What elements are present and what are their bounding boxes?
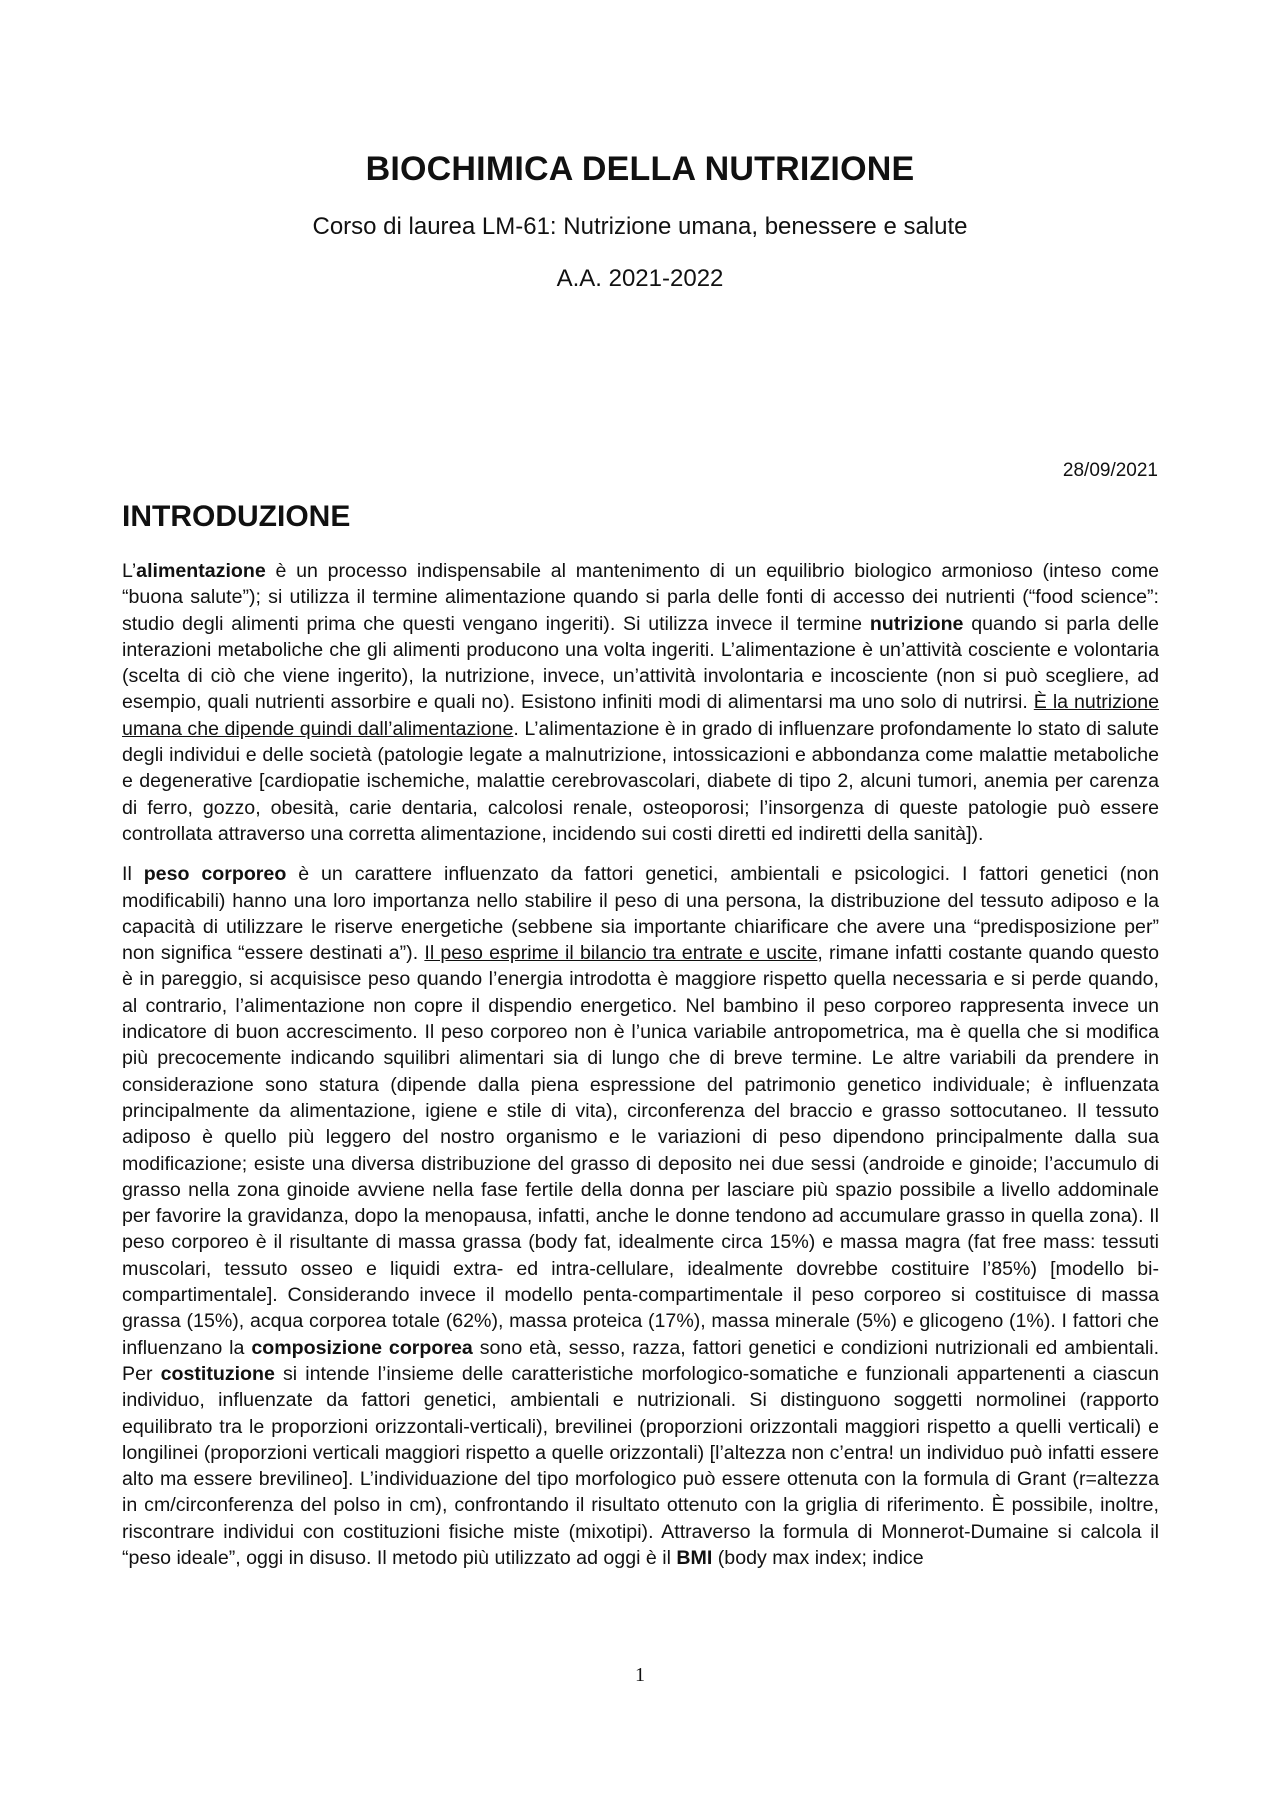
- text-run: sono età, sesso, razza, fattori genetici e condizioni nutrizionali ed ambientali. Per: [122, 1336, 1160, 1385]
- bold-term: nutrizione: [869, 612, 964, 635]
- text-run: Il: [122, 863, 144, 886]
- text-run: è un processo indispensabile al mantenimento di un equilibrio biologico armonioso (inteso come “buona salute”); si utilizza il termine alimentazione quando si parla delle fonti di accesso dei nutrienti (“food science”: studio degli alimenti prima che questi vengano ingeriti). Si utilizza invece il termine: [122, 560, 1159, 635]
- text-run: L’: [122, 560, 137, 582]
- lecture-date: 28/09/2021: [1062, 460, 1158, 481]
- underlined-text: Il peso esprime il bilancio tra entrate e uscite: [424, 942, 818, 965]
- text-run: si intende l’insieme delle caratteristiche morfologico-somatiche e funzionali appartenenti a ciascun individuo, influenzate da fattori genetici, ambientali e nutrizionali. Si distinguono soggetti normolinei (rapporto equilibrato tra le proporzioni orizzontali-verticali), brevilinei (proporzioni orizzontali maggiori rispetto a quelli verticali) e longilinei (proporzioni verticali maggiori rispetto a quelle orizzontali) [l’altezza non c’entra! un individuo può infatti essere alto ma essere brevilineo]. L’individuazione del tipo morfologico può essere ottenuta con la formula di Grant (r=altezza in cm/circonferenza del polso in cm), confrontando il risultato ottenuto con la griglia di riferimento. È possibile, inoltre, riscontrare individui con costituzioni fisiche miste (mixotipi). Attraverso la formula di Monnerot-Dumaine si calcola il “peso ideale”, oggi in disuso. Il metodo più utilizzato ad oggi è il: [122, 1362, 1159, 1569]
- bold-term: BMI: [676, 1546, 713, 1569]
- bold-term: alimentazione: [136, 560, 266, 582]
- page-number: 1: [635, 1664, 645, 1686]
- bold-term: peso corporeo: [143, 863, 287, 886]
- body-text: [122, 558, 1159, 1571]
- bold-term: costituzione: [160, 1362, 275, 1385]
- paragraph-alimentazione: [122, 558, 1159, 847]
- text-run: , rimane infatti costante quando questo è in pareggio, si acquisisce peso quando l’energia introdotta è maggiore rispetto quella necessaria e si perde quando, al contrario, l’alimentazione non copre il dispendio energetico. Nel bambino il peso corporeo rappresenta invece un indicatore di buon accrescimento. Il peso corporeo non è l’unica variabile antropometrica, ma è quella che si modifica più precocemente indicando squilibri alimentari sia di lungo che di breve termine. Le altre variabili da prendere in considerazione sono statura (dipende dalla piena espressione del patrimonio genetico individuale; è influenzata principalmente da alimentazione, igiene e stile di vita), circonferenza del braccio e grasso sottocutaneo. Il tessuto adiposo è quello più leggero del nostro organismo e le variazioni di peso dipendono principalmente dalla sua modificazione; esiste una diversa distribuzione del grasso di deposito nei due sessi (androide e ginoide; l’accumulo di grasso nella zona ginoide avviene nella fase fertile della donna per lasciare più spazio possibile a livello addominale per favorire la gravidanza, dopo la menopausa, infatti, anche le donne tendono ad accumulare grasso in quella zona). Il peso corporeo è il risultante di massa grassa (body fat, idealmente circa 15%) e massa magra (fat free mass: tessuti muscolari, tessuto osseo e liquidi extra- ed intra-cellulare, idealmente dovrebbe costituire l’85%) [modello bi-compartimentale]. Considerando invece il modello penta-compartimentale il peso corporeo si costituisce di massa grassa (15%), acqua corporea totale (62%), massa proteica (17%), massa minerale (5%) e glicogeno (1%). I fattori che influenzano la: [122, 942, 1159, 1359]
- text-run: è un carattere influenzato da fattori genetici, ambientali e psicologici. I fattori genetici (non modificabili) hanno una loro importanza nello stabilire il peso di una persona, la distribuzione del tessuto adiposo e la capacità di utilizzare le riserve energetiche (sebbene sia importante chiarificare che avere una “predisposizione per” non significa “essere destinati a”).: [122, 863, 1159, 965]
- course-subtitle: Corso di laurea LM-61: Nutrizione umana, benessere e salute: [312, 213, 968, 240]
- text-run: (body max index; indice: [712, 1546, 924, 1569]
- underlined-text: È la nutrizione umana che dipende quindi dall’alimentazione: [122, 691, 1159, 740]
- section-heading: INTRODUZIONE: [122, 500, 351, 533]
- academic-year: A.A. 2021-2022: [556, 265, 724, 292]
- paragraph-peso-corporeo: [122, 861, 1159, 1571]
- bold-term: composizione corporea: [251, 1336, 473, 1359]
- text-run: . L’alimentazione è in grado di influenzare profondamente lo stato di salute degli individui e delle società (patologie legate a malnutrizione, intossicazioni e abbondanza come malattie metaboliche e degenerative [cardiopatie ischemiche, malattie cerebrovascolari, diabete di tipo 2, alcuni tumori, anemia per carenza di ferro, gozzo, obesità, carie dentaria, calcolosi renale, osteoporosi; l’insorgenza di queste patologie può essere controllata attraverso una corretta alimentazione, incidendo sui costi diretti ed indiretti della sanità]).: [122, 717, 1159, 845]
- text-run: quando si parla delle interazioni metaboliche che gli alimenti producono una volta ingeriti. L’alimentazione è un’attività cosciente e volontaria (scelta di ciò che viene ingerito), la nutrizione, invece, un’attività involontaria e incosciente (non si può scegliere, ad esempio, quali nutrienti assorbire e quali no). Esistono infiniti modi di alimentarsi ma uno solo di nutrirsi.: [122, 612, 1159, 714]
- document-title: BIOCHIMICA DELLA NUTRIZIONE: [365, 150, 915, 188]
